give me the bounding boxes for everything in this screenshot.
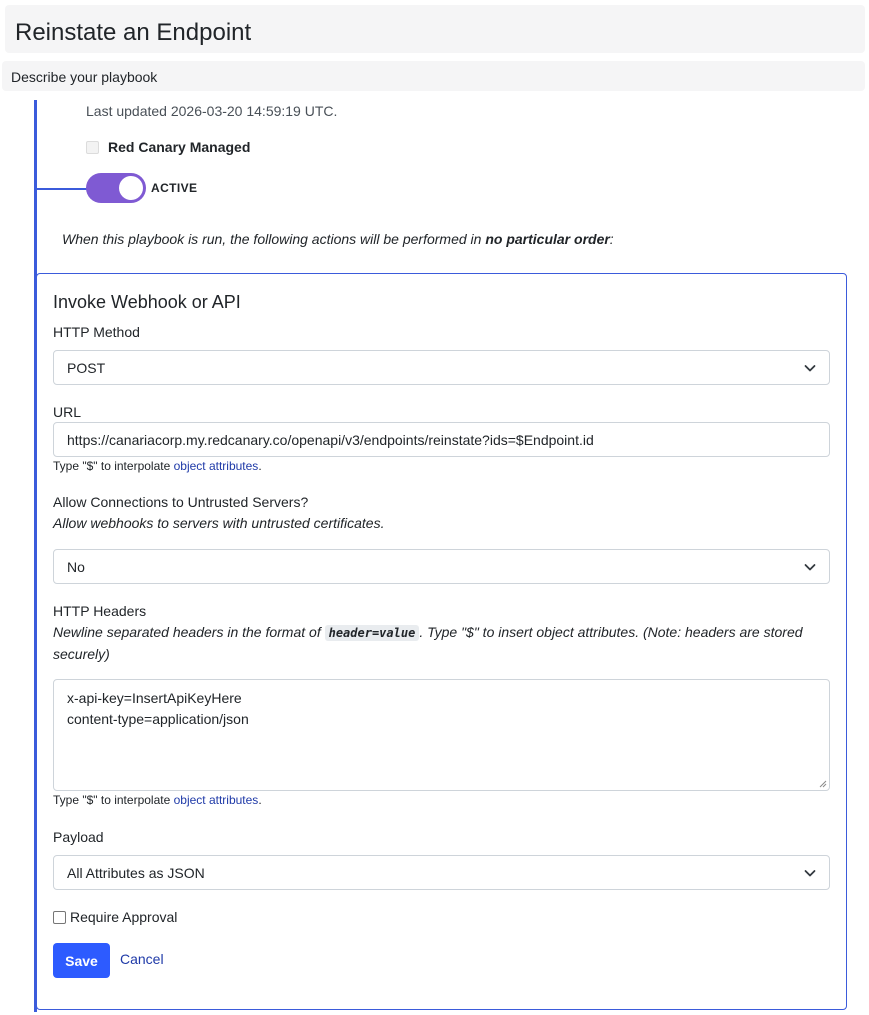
managed-checkbox[interactable] <box>86 141 99 154</box>
require-approval-label: Require Approval <box>70 909 178 925</box>
untrusted-select[interactable] <box>53 549 830 584</box>
toggle-knob <box>119 176 143 200</box>
headers-hint-prefix: Newline separated headers in the format of <box>53 624 325 640</box>
headers-hint2-prefix: Type "$" to interpolate <box>53 793 174 807</box>
managed-row <box>86 139 250 155</box>
headers-hint <box>53 622 813 665</box>
run-note-prefix: When this playbook is run, the following actions will be performed in <box>62 231 486 247</box>
url-value: https://canariacorp.my.redcanary.co/openapi/v3/endpoints/reinstate?ids=$Endpoint.id <box>67 432 594 448</box>
chevron-down-icon <box>804 561 816 573</box>
headers-line: content-type=application/json <box>67 711 249 727</box>
resize-handle-icon[interactable] <box>819 780 827 788</box>
run-note-emphasis: no particular order <box>485 231 610 247</box>
url-hint <box>53 459 262 473</box>
url-label: URL <box>53 404 82 420</box>
headers-line: x-api-key=InsertApiKeyHere <box>67 690 242 706</box>
payload-select[interactable] <box>53 855 830 890</box>
url-input[interactable] <box>53 422 830 457</box>
page-title: Reinstate an Endpoint <box>15 19 252 46</box>
run-note <box>62 231 614 247</box>
active-label: ACTIVE <box>151 181 198 195</box>
headers-label: HTTP Headers <box>53 603 147 619</box>
headers-hint-suffix: . Type "$" to insert object attributes. (Note: headers are stored securely) <box>53 624 803 662</box>
chevron-down-icon <box>804 362 816 374</box>
save-button[interactable]: Save <box>53 943 110 978</box>
require-approval-checkbox[interactable] <box>53 911 66 924</box>
payload-label: Payload <box>53 829 104 845</box>
run-note-suffix: : <box>609 231 614 247</box>
headers-hint2 <box>53 793 262 807</box>
url-hint-suffix: . <box>258 459 262 473</box>
payload-value: All Attributes as JSON <box>67 865 205 881</box>
url-hint-prefix: Type "$" to interpolate <box>53 459 174 473</box>
headers-textarea[interactable] <box>53 679 830 791</box>
cancel-link[interactable]: Cancel <box>120 951 164 967</box>
headers-hint-code: header=value <box>325 625 420 641</box>
require-approval-row <box>53 909 177 925</box>
description-field[interactable] <box>2 61 865 91</box>
chevron-down-icon <box>804 867 816 879</box>
managed-label: Red Canary Managed <box>108 139 251 155</box>
active-toggle[interactable] <box>86 173 146 203</box>
timeline-connector <box>37 188 87 190</box>
http-method-label: HTTP Method <box>53 324 140 340</box>
title-bar <box>5 5 865 53</box>
http-method-value: POST <box>67 360 106 376</box>
http-method-select[interactable] <box>53 350 830 385</box>
headers-object-attributes-link[interactable]: object attributes <box>173 793 259 807</box>
last-updated-text: Last updated 2026-03-20 14:59:19 UTC. <box>86 103 338 119</box>
headers-hint2-suffix: . <box>258 793 262 807</box>
url-object-attributes-link[interactable]: object attributes <box>173 459 259 473</box>
untrusted-label: Allow Connections to Untrusted Servers? <box>53 494 309 510</box>
untrusted-hint: Allow webhooks to servers with untrusted certificates. <box>53 515 385 531</box>
untrusted-value: No <box>67 559 85 575</box>
description-placeholder: Describe your playbook <box>11 69 158 85</box>
action-title: Invoke Webhook or API <box>53 292 241 312</box>
